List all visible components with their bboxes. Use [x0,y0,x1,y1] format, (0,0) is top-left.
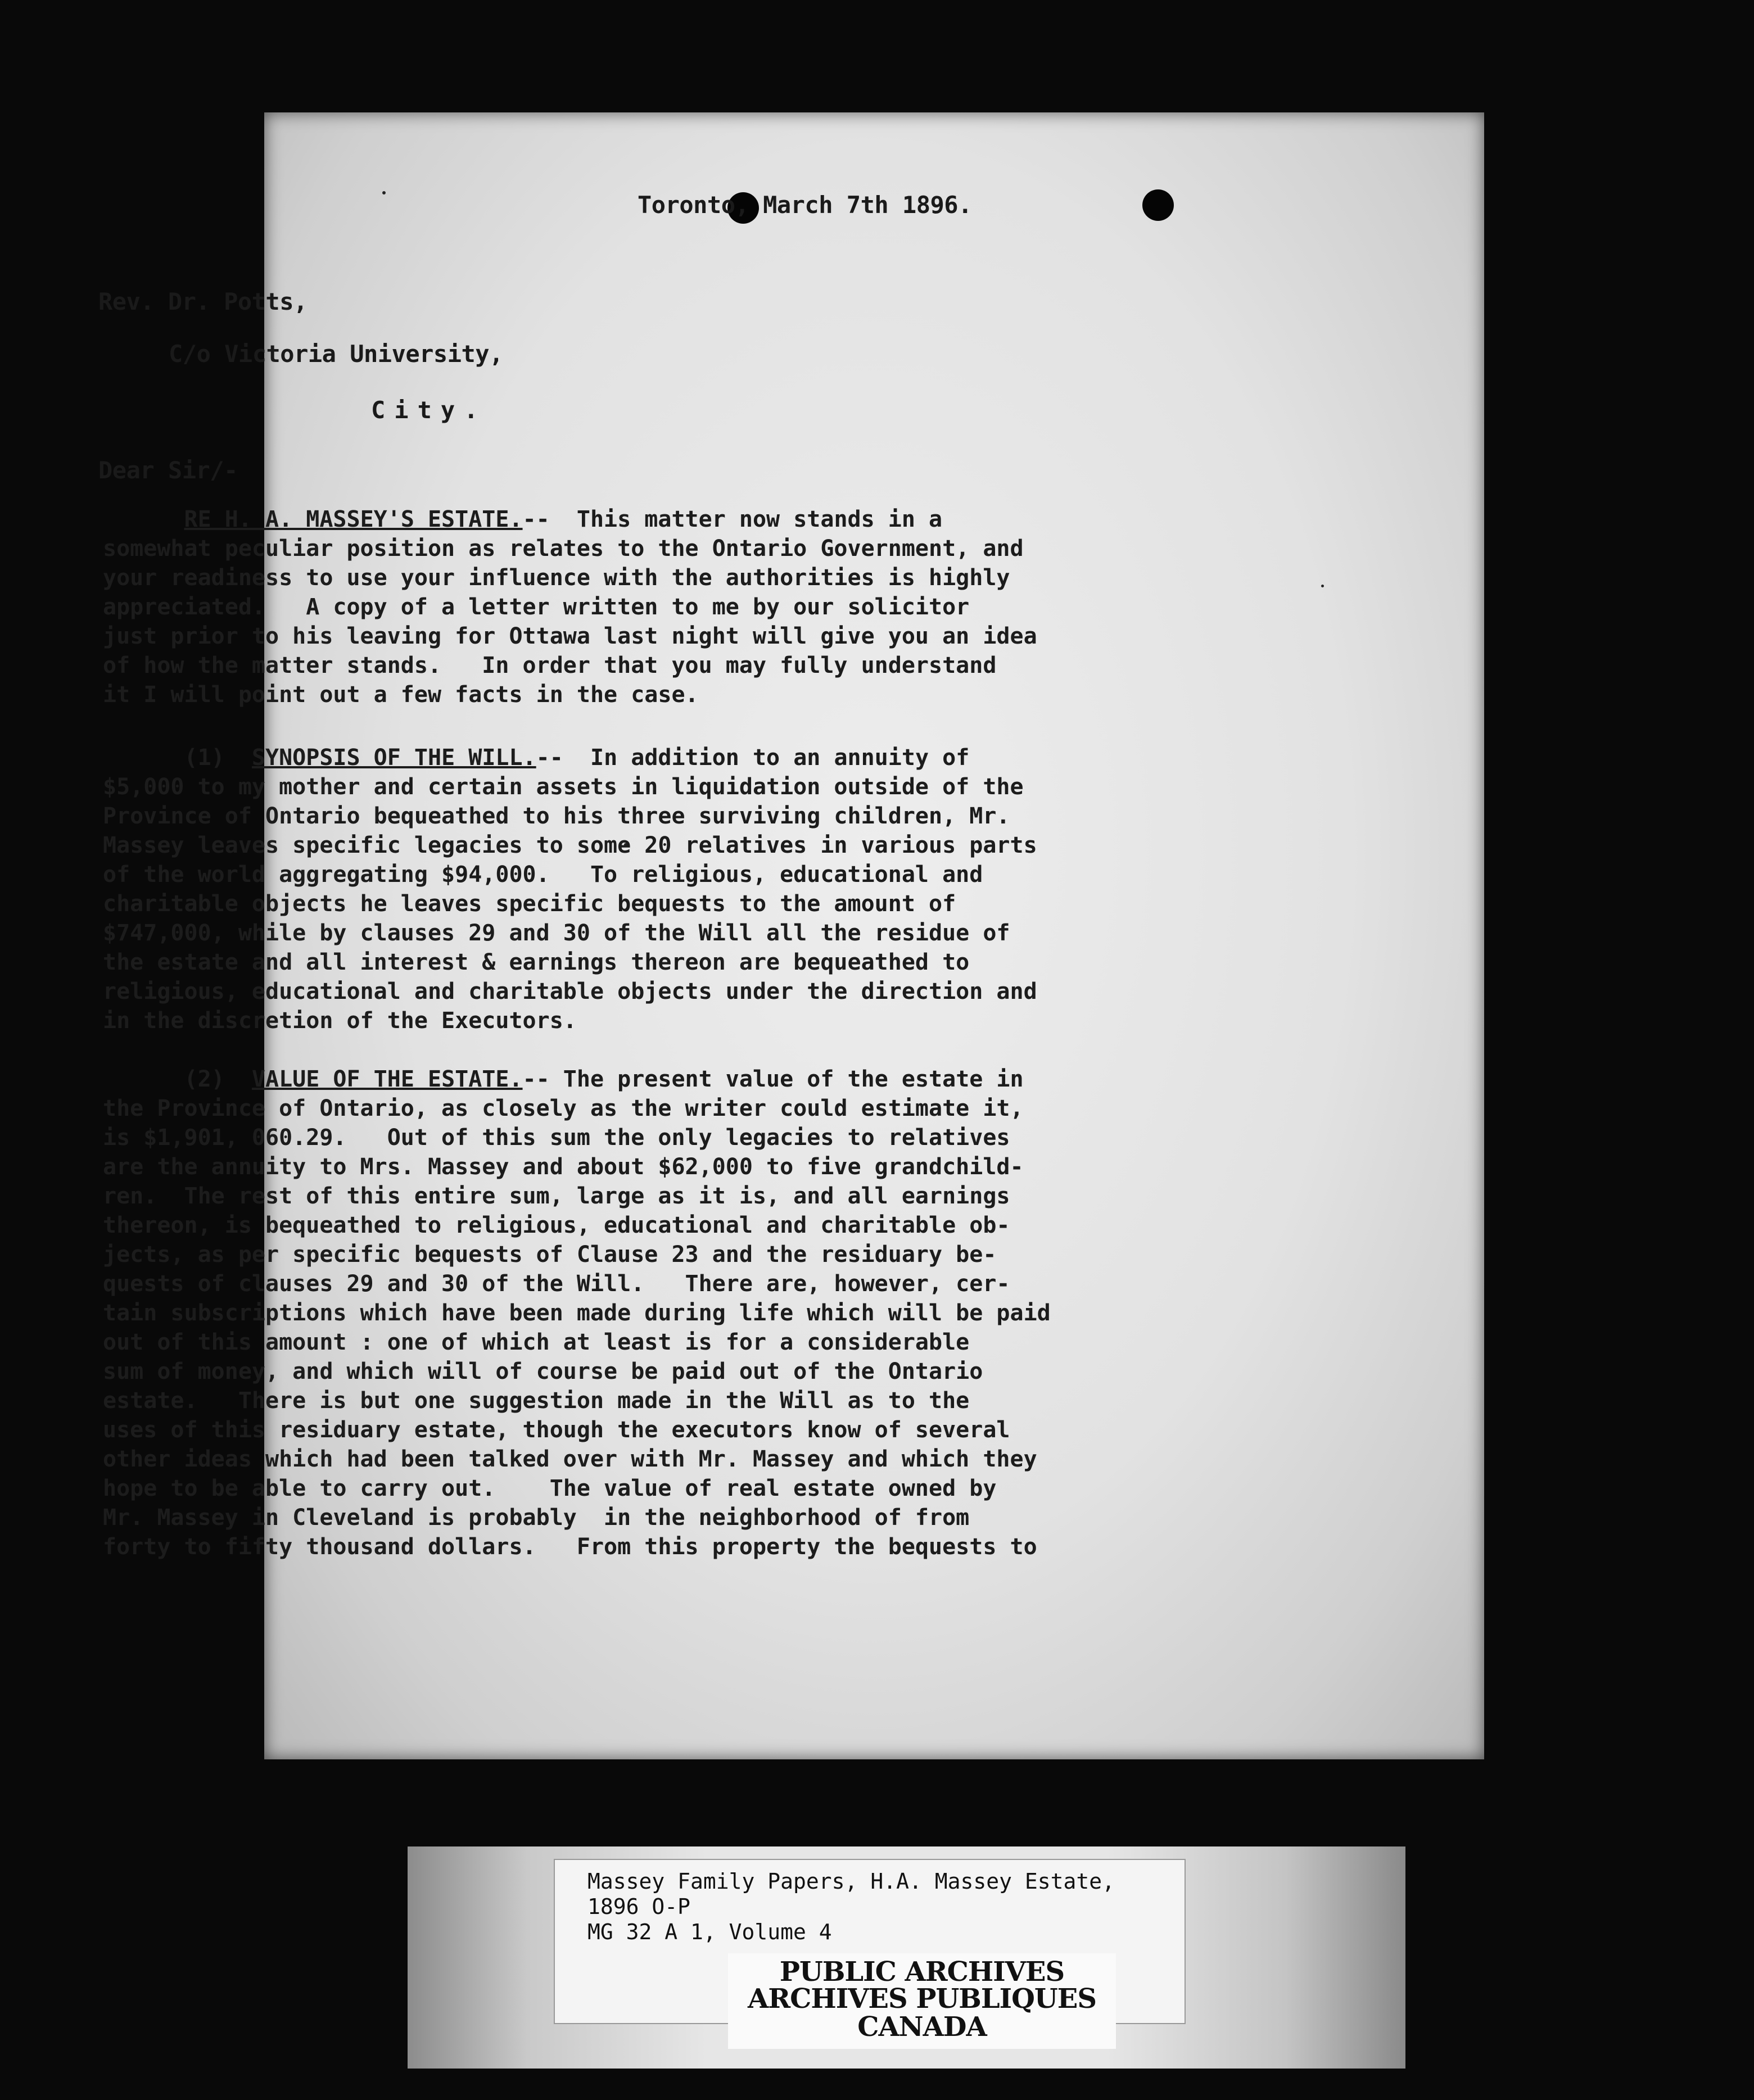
text-line: tain subscriptions which have been made during life which will be paid [103,1300,1051,1326]
text-line: out of this amount : one of which at least is for a considerable [103,1329,970,1355]
text-line: charitable objects he leaves specific bequests to the amount of [103,891,956,917]
text-line: the Province of Ontario, as closely as the writer could estimate it, [103,1096,1024,1121]
stamp-line-english: PUBLIC ARCHIVES [779,1956,1065,1988]
text-line: somewhat peculiar position as relates to the Ontario Government, and [103,536,1024,562]
letter-date: Toronto, March 7th 1896. [638,191,972,219]
recipient-name: Rev. Dr. Potts, [98,288,308,315]
archive-label-collection: Massey Family Papers, H.A. Massey Estate, [587,1869,1115,1894]
paragraph-estate-intro [103,505,1160,709]
stamp-line-country: CANADA [857,2011,987,2043]
text-line: are the annuity to Mrs. Massey and about $62,000 to five grandchild- [103,1154,1024,1180]
paragraph-synopsis [103,743,1160,1035]
text-line: sum of money, and which will of course be paid out of the Ontario [103,1359,983,1384]
text-line: -- This matter now stands in a [522,506,943,532]
text-line: Mr. Massey in Cleveland is probably in the neighborhood of from [103,1505,970,1531]
punch-hole-right [1142,189,1174,221]
text-line: just prior to his leaving for Ottawa last night will give you an idea [103,623,1037,649]
text-line: hope to be able to carry out. The value of real estate owned by [103,1476,997,1501]
text-line: the estate and all interest & earnings thereon are bequeathed to [103,949,970,975]
value-heading: VALUE OF THE ESTATE. [251,1066,523,1092]
text-line: of how the matter stands. In order that you may fully understand [103,653,997,678]
text-line: Province of Ontario bequeathed to his three surviving children, Mr. [103,803,1010,829]
paragraph-value-of-estate [103,1065,1160,1562]
text-line: religious, educational and charitable objects under the direction and [103,979,1037,1004]
text-line: appreciated. A copy of a letter written to me by our solicitor [103,594,970,620]
text-line: is $1,901, 060.29. Out of this sum the only legacies to relatives [103,1125,1010,1151]
salutation: Dear Sir/- [98,456,238,484]
recipient-institution: C/o Victoria University, [169,340,503,368]
text-line: forty to fifty thousand dollars. From this property the bequests to [103,1534,1037,1560]
paper-speck [382,191,386,194]
text-line: $5,000 to my mother and certain assets in liquidation outside of the [103,774,1024,800]
section-number: (2) [184,1066,225,1092]
text-line: $747,000, while by clauses 29 and 30 of the Will all the residue of [103,920,1010,946]
text-line: estate. There is but one suggestion made in the Will as to the [103,1388,970,1414]
text-line: other ideas which had been talked over with Mr. Massey and which they [103,1446,1037,1472]
text-line: thereon, is bequeathed to religious, educational and charitable ob- [103,1212,1010,1238]
text-line: uses of this residuary estate, though the executors know of several [103,1417,1010,1443]
paragraph-first-line [103,505,1160,534]
text-line: in the discretion of the Executors. [103,1008,577,1034]
paragraph-first-line [103,743,1160,772]
text-line: -- In addition to an annuity of [536,745,970,771]
synopsis-heading: SYNOPSIS OF THE WILL. [251,745,536,771]
text-line: ren. The rest of this entire sum, large as it is, and all earnings [103,1183,1010,1209]
stamp-line-french: ARCHIVES PUBLIQUES [748,1983,1096,2015]
text-line: it I will point out a few facts in the case. [103,682,699,708]
paragraph-first-line [103,1065,1160,1094]
recipient-city: City. [371,396,487,424]
archive-label-year: 1896 O-P [587,1894,691,1919]
text-line: your readiness to use your influence with the authorities is highly [103,565,1010,591]
text-line: -- The present value of the estate in [522,1066,1024,1092]
estate-heading: RE H. A. MASSEY'S ESTATE. [184,506,523,532]
paper-speck [1321,585,1324,587]
section-number: (1) [184,745,225,771]
text-line: quests of clauses 29 and 30 of the Will. There are, however, cer- [103,1271,1010,1297]
archive-label-volume: MG 32 A 1, Volume 4 [587,1920,832,1944]
text-line: Massey leaves specific legacies to some 20 relatives in various parts [103,832,1037,858]
text-line: jects, as per specific bequests of Clause 23 and the residuary be- [103,1242,997,1268]
text-line: of the world aggregating $94,000. To religious, educational and [103,862,983,888]
